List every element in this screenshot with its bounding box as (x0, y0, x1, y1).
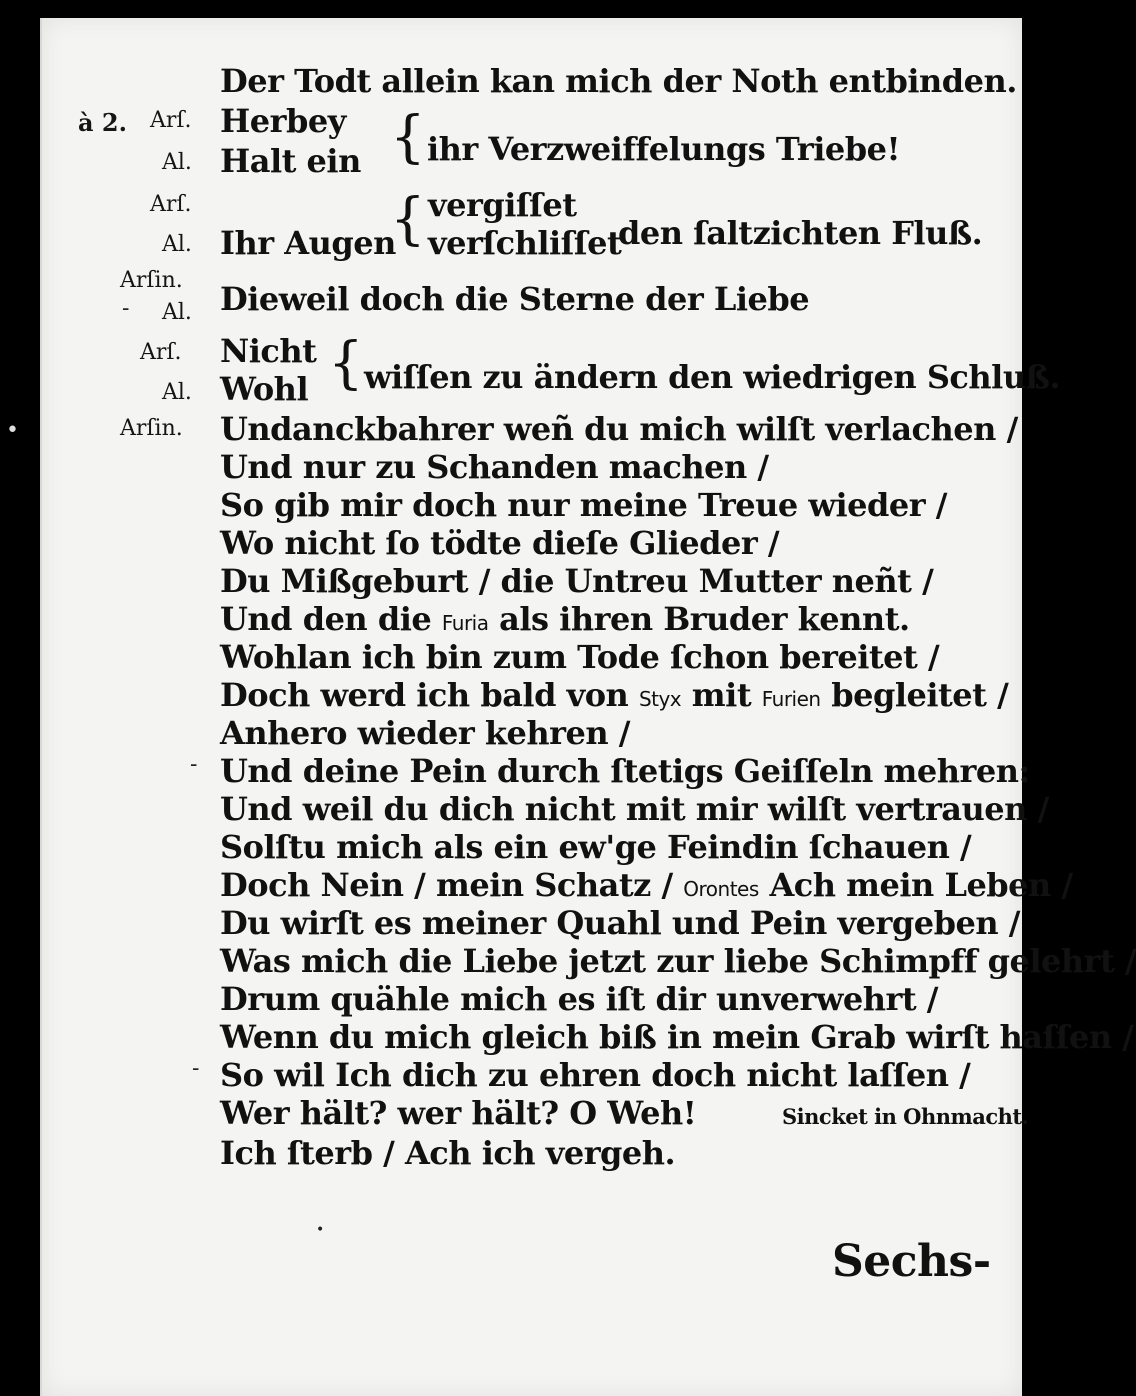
speaker-arsinoe-4: Arſ. (140, 340, 182, 365)
speaker-arsinoe-aria: Arſin. (120, 416, 183, 441)
aria-line-12: Was mich die Liebe jetzt zur liebe Schimpff gelehrt / (220, 942, 1136, 980)
stage-direction: Sincket in Ohnmacht. (782, 1104, 1029, 1129)
furien-name: Furien (761, 687, 821, 711)
orontes-name: Orontes (683, 877, 759, 901)
aria-line-styx (220, 676, 1008, 718)
dialogue-ihr-augen: Ihr Augen (220, 224, 396, 262)
dialogue-dieweil: Dieweil doch die Sterne der Liebe (220, 280, 810, 318)
final-part-a: Wer hält? wer hält? O Weh! (220, 1094, 697, 1132)
book-page (6, 18, 1136, 1396)
dialogue-herbey: Herbey (220, 102, 346, 140)
brace-2: { (390, 187, 426, 252)
speaker-alcestes-2: Al. (162, 232, 192, 257)
furia-part-b: als ihren Bruder kennt. (499, 600, 910, 638)
dialogue-wohl: Wohl (220, 370, 309, 408)
aria-line-14: Wenn du mich gleich biß in mein Grab wirſt haſſen / (220, 1018, 1134, 1056)
aria-line-13: Drum quähle mich es iſt dir unverwehrt / (220, 980, 938, 1018)
speaker-arsinoe-3: Arſin. (120, 268, 183, 293)
dialogue-shared-2: den ſaltzichten Fluß. (618, 214, 983, 252)
aria-line-2: Und nur zu Schanden machen / (220, 448, 769, 486)
aria-line-6: Wohlan ich bin zum Tode ſchon bereitet / (220, 638, 940, 676)
margin-dash: - (122, 296, 130, 321)
aria-line-furia (220, 600, 910, 642)
aria-line-11: Du wirſt es meiner Quahl und Pein vergeben / (220, 904, 1020, 942)
aria-line-1: Undanckbahrer weñ du mich wilſt verlachen / (220, 410, 1018, 448)
orontes-part-b: Ach mein Leben / (769, 866, 1073, 904)
dialogue-vergisset: vergiſſet (428, 186, 577, 224)
brace-3: { (328, 331, 364, 396)
margin-dot: • (6, 418, 19, 443)
margin-dash-2: - (190, 752, 198, 777)
speaker-arsinoe-2: Arſ. (150, 192, 192, 217)
speaker-alcestes-1: Al. (162, 150, 192, 175)
margin-dash-3: - (192, 1056, 200, 1081)
aria-line-10: Solſtu mich als ein ew'ge Feindin ſchauen / (220, 828, 972, 866)
catchword: Sechs- (832, 1236, 991, 1287)
dialogue-verschlisset: verſchliſſet (428, 224, 622, 262)
brace-1: { (390, 105, 426, 170)
aria-line-4: Wo nicht ſo tödte dieſe Glieder / (220, 524, 780, 562)
speaker-alcestes-4: Al. (162, 380, 192, 405)
styx-name: Styx (638, 687, 682, 711)
speaker-arsinoe-1: Arſ. (150, 108, 192, 133)
orontes-part-a: Doch Nein / mein Schatz / (220, 866, 673, 904)
aria-line-3: So gib mir doch nur meine Treue wieder / (220, 486, 947, 524)
dialogue-halt-ein: Halt ein (220, 142, 361, 180)
aria-line-9: Und weil du dich nicht mit mir wilſt vertrauen / (220, 790, 1049, 828)
speaker-alcestes-3: Al. (162, 300, 192, 325)
aria-line-16: Ich ſterb / Ach ich vergeh. (220, 1134, 676, 1172)
aria-line-final (220, 1094, 696, 1132)
duet-marker: à 2. (78, 108, 127, 137)
dialogue-shared-1: ihr Verzweiffelungs Triebe! (427, 130, 901, 168)
furia-part-a: Und den die (220, 600, 432, 638)
aria-line-5: Du Mißgeburt / die Untreu Mutter neñt / (220, 562, 934, 600)
margin-dot-2: • (316, 1222, 325, 1238)
aria-line-orontes (220, 866, 1073, 908)
styx-part-b: mit (691, 676, 752, 714)
aria-line-8: Und deine Pein durch ſtetigs Geiſſeln mehren: (220, 752, 1030, 790)
styx-part-c: begleitet / (831, 676, 1009, 714)
dialogue-nicht: Nicht (220, 332, 317, 370)
furia-name: Furia (441, 611, 489, 635)
styx-part-a: Doch werd ich bald von (220, 676, 629, 714)
dialogue-shared-3: wiſſen zu ändern den wiedrigen Schluß. (364, 358, 1061, 396)
top-verse-line: Der Todt allein kan mich der Noth entbinden. (220, 62, 1017, 100)
aria-line-15: So wil Ich dich zu ehren doch nicht laſſen / (220, 1056, 971, 1094)
aria-line-7: Anhero wieder kehren / (220, 714, 630, 752)
